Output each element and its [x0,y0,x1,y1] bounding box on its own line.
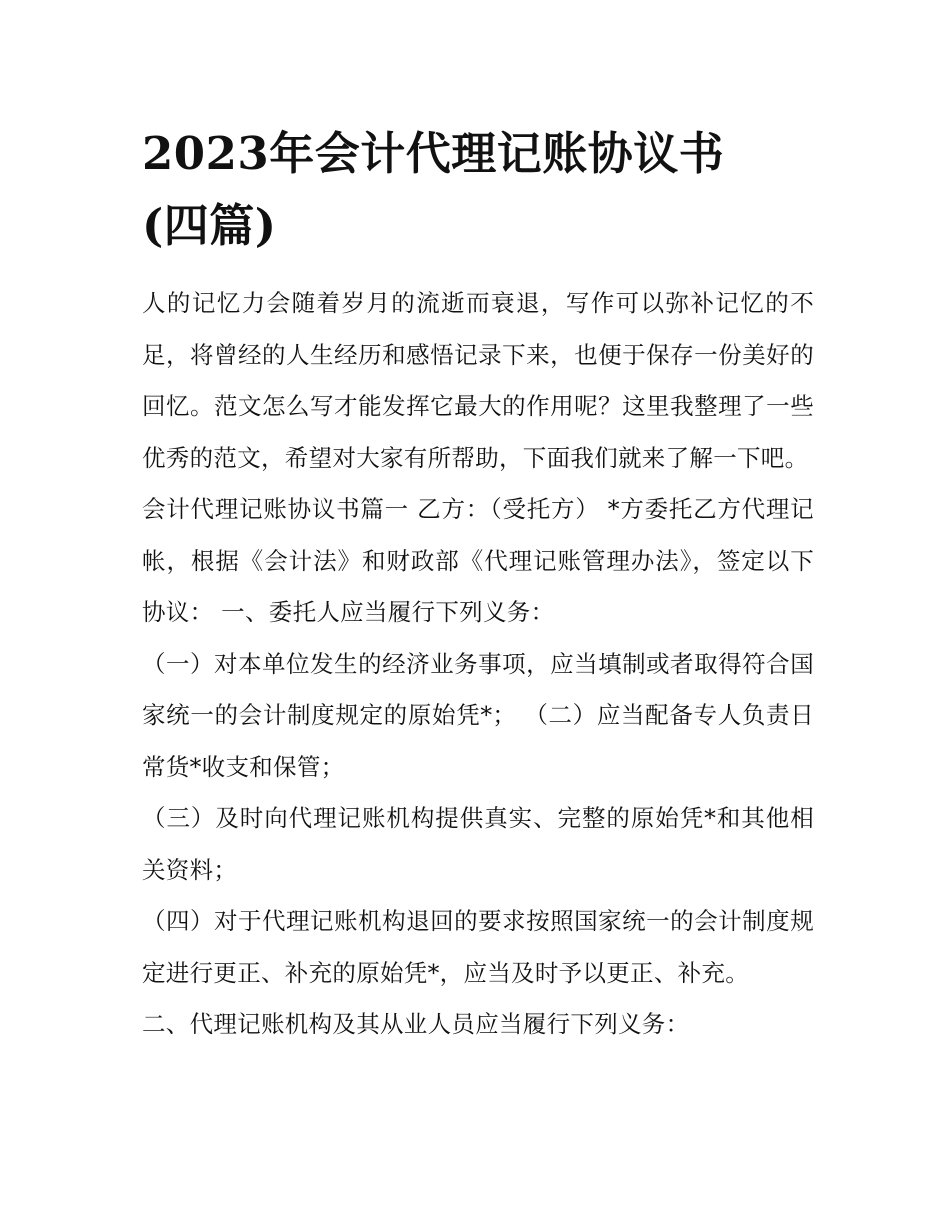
paragraph-section-2-heading: 二、代理记账机构及其从业人员应当履行下列义务： [142,1010,690,1038]
paragraph-clause-1-2: （一）对本单位发生的经济业务事项，应当填制或者取得符合国家统一的会计制度规定的原始凭*； （二）应当配备专人负责日常货*收支和保管； [142,649,814,781]
document-body [142,278,814,1051]
document-title [142,118,814,262]
document-page [142,118,814,1051]
paragraph-clause-4: （四）对于代理记账机构退回的要求按照国家统一的会计制度规定进行更正、补充的原始凭*，应当及时予以更正、补充。 [142,907,814,987]
paragraph-intro: 人的记忆力会随着岁月的流逝而衰退，写作可以弥补记忆的不足，将曾经的人生经历和感悟记录下来，也便于保存一份美好的回忆。范文怎么写才能发挥它最大的作用呢？这里我整理了一些优秀的范文，希望对大家有所帮助，下面我们就来了解一下吧。 [142,289,814,472]
title-line-1: 2023年会计代理记账协议书 [142,127,725,180]
paragraph-agreement-opening: 会计代理记账协议书篇一 乙方：（受托方） *方委托乙方代理记帐，根据《会计法》和财政部《代理记账管理办法》，签定以下协议： 一、委托人应当履行下列义务： [142,495,814,626]
title-line-2: (四篇) [142,199,277,252]
paragraph-clause-3: （三）及时向代理记账机构提供真实、完整的原始凭*和其他相关资料； [142,804,814,884]
